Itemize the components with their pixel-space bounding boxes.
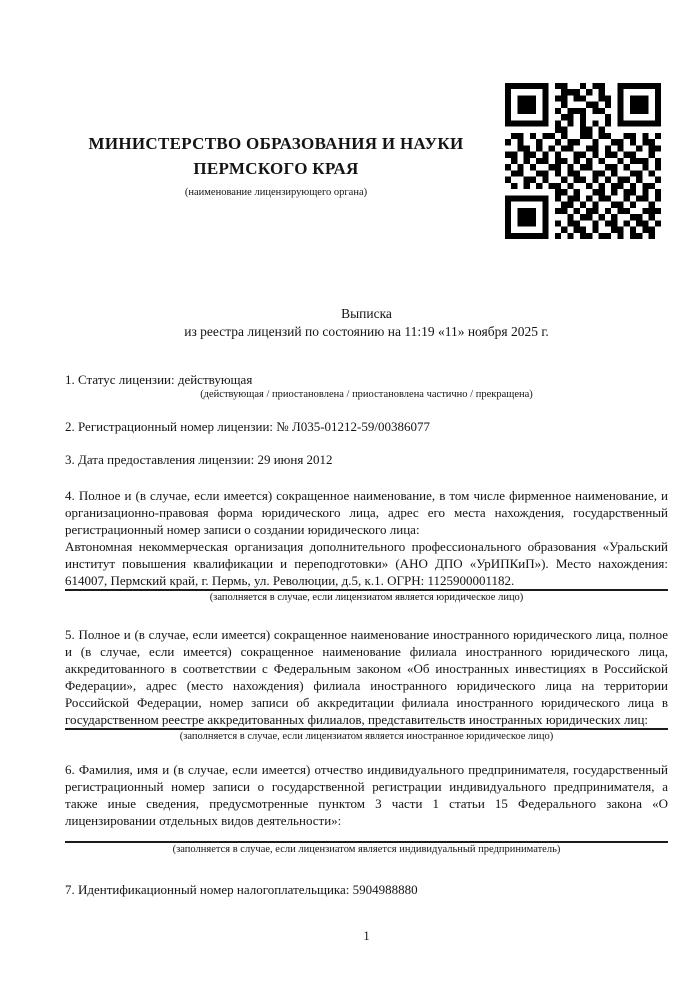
item-foreign-entity bbox=[65, 626, 668, 744]
item-registration-number-text: 2. Регистрационный номер лицензии: № Л035-01212-59/00386077 bbox=[65, 419, 431, 434]
document-title-line1: Выписка bbox=[341, 306, 392, 321]
item-legal-entity-value: Автономная некоммерческая организация дополнительного профессионального образования «Уральский институт повышения квалификации и переподготовки» (АНО ДПО «УрИПКиП»). Место нахождения: 614007, Пермский край, г. Пермь, ул. Революции, д.5, к.1. ОГРН: 1125900001182. bbox=[65, 539, 668, 588]
item-individual-entrepreneur bbox=[65, 761, 668, 857]
page-number: 1 bbox=[363, 929, 370, 943]
item-license-status bbox=[65, 371, 668, 402]
item-legal-entity bbox=[65, 487, 668, 605]
item-individual-entrepreneur-note: (заполняется в случае, если лицензиатом является индивидуальный предприниматель) bbox=[172, 844, 561, 855]
item-license-grant-date bbox=[65, 451, 668, 468]
item-legal-entity-text: 4. Полное и (в случае, если имеется) сокращенное наименование, в том числе фирменное наименование, и организационно-правовая форма юридического лица, адрес его места нахождения, государственный регистрационный номер записи о создании юридического лица: bbox=[65, 488, 668, 537]
qr-code-icon bbox=[505, 83, 661, 239]
ministry-name-caption: (наименование лицензирующего органа) bbox=[184, 187, 368, 198]
licensing-authority-header bbox=[65, 131, 487, 200]
item-foreign-entity-text: 5. Полное и (в случае, если имеется) сокращенное наименование иностранного юридического лица, полное и (в случае, если имеется) сокращенное наименование филиала иностранного юридического лица, аккредитованного в соответствии с Федеральным законом «Об иностранных инвестициях в Российской Федерации», адрес (место нахождения) филиала иностранного юридического лица на территории Российской Федерации, номер записи об аккредитации филиала иностранного юридического лица в государственном реестре аккредитованных филиалов, представительств иностранных юридических лиц: bbox=[65, 627, 668, 727]
document-title bbox=[65, 305, 668, 341]
document-title-line2: из реестра лицензий по состоянию на 11:19 «11» ноября 2025 г. bbox=[184, 324, 549, 339]
item-taxpayer-id bbox=[65, 881, 668, 898]
document-body bbox=[65, 305, 668, 898]
item-legal-entity-note: (заполняется в случае, если лицензиатом является юридическое лицо) bbox=[209, 592, 524, 603]
ministry-name-line2: ПЕРМСКОГО КРАЯ bbox=[193, 159, 359, 178]
item-license-status-text: 1. Статус лицензии: действующая bbox=[65, 372, 253, 387]
item-individual-entrepreneur-text: 6. Фамилия, имя и (в случае, если имеется) отчество индивидуального предпринимателя, государственный регистрационный номер записи о государственной регистрации индивидуального предпринимателя, а также иные сведения, предусмотренные пунктом 3 части 1 статьи 15 Федерального закона «О лицензировании отдельных видов деятельности»: bbox=[65, 762, 668, 828]
item-foreign-entity-note: (заполняется в случае, если лицензиатом является иностранное юридическое лицо) bbox=[179, 731, 554, 742]
item-license-grant-date-text: 3. Дата предоставления лицензии: 29 июня 2012 bbox=[65, 452, 333, 467]
item-taxpayer-id-text: 7. Идентификационный номер налогоплательщика: 5904988880 bbox=[65, 882, 418, 897]
ministry-name-line1: МИНИСТЕРСТВО ОБРАЗОВАНИЯ И НАУКИ bbox=[88, 134, 464, 153]
item-registration-number bbox=[65, 418, 668, 435]
item-license-status-note: (действующая / приостановлена / приостановлена частично / прекращена) bbox=[200, 389, 533, 400]
